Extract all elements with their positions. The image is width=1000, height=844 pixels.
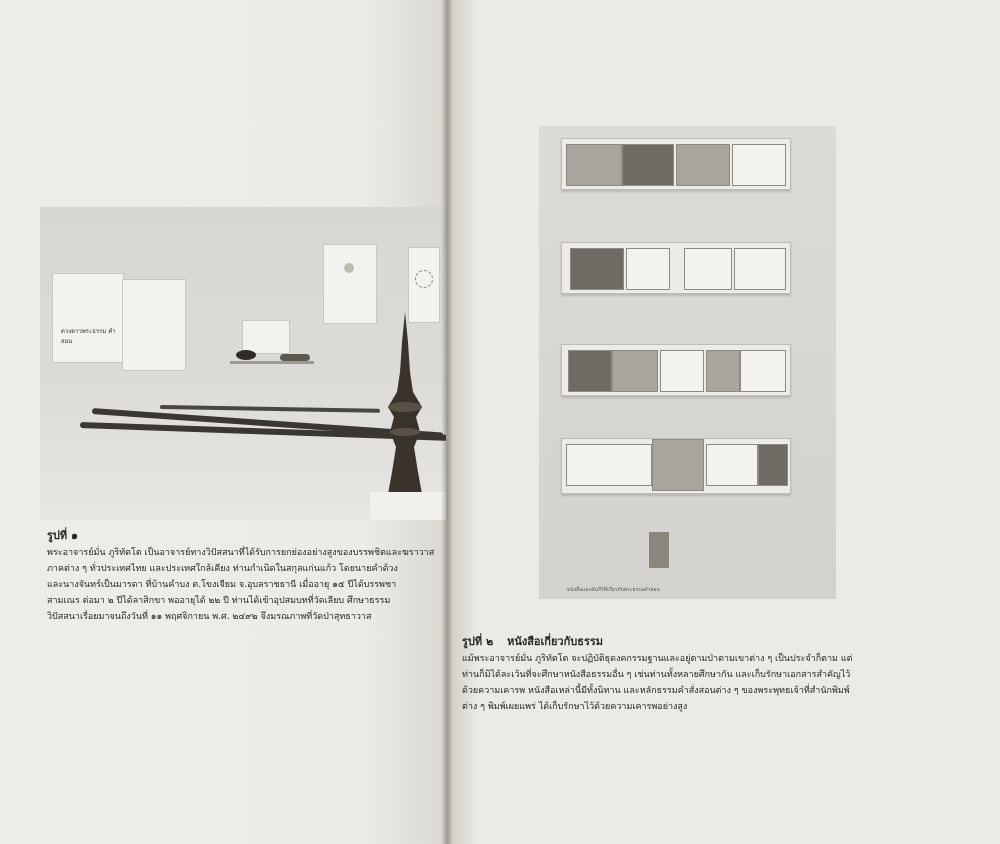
book [626, 248, 670, 290]
caption-line: วิปัสสนาเรื่อยมาจนถึงวันที่ ๑๑ พฤศจิกายน พ.ศ. ๒๔๙๒ จึงมรณภาพที่วัดป่าสุทธาวาส [47, 612, 372, 622]
right-page [446, 0, 1000, 844]
figure-1-photo [40, 207, 448, 520]
book [570, 248, 624, 290]
book [566, 144, 622, 186]
book [612, 350, 658, 392]
caption-line: ท่านก็มิได้ละเว้นที่จะศึกษาหนังสือธรรมอื่น ๆ เช่นท่านทั้งหลายศึกษากัน และเก็บรักษาเอกสารสำคัญไว้ [462, 670, 851, 680]
wall-document-left [52, 273, 124, 363]
book [660, 350, 704, 392]
display-tray-3 [561, 344, 791, 396]
ceremonial-urn [380, 312, 430, 502]
framed-picture-1 [323, 244, 377, 324]
wall-document-right [122, 279, 186, 371]
caption-line: ต่าง ๆ พิมพ์เผยแพร่ ได้เก็บรักษาไว้ด้วยความเคารพอย่างสูง [462, 702, 688, 712]
book [732, 144, 786, 186]
sword-3 [160, 405, 380, 413]
caption-line: แม้พระอาจารย์มั่น ภูริทัตโต จะปฏิบัติธุดงคกรรมฐานและอยู่ตามป่าตามเขาต่าง ๆ เป็นประจำก็ตาม แต่ [462, 654, 853, 664]
caption-line: และนางจันทร์เป็นมารดา ที่บ้านคำบง ต.โขงเจียม จ.อุบลราชธานี เมื่ออายุ ๑๕ ปีได้บรรพชา [47, 580, 397, 590]
bowl-object [236, 350, 256, 360]
book [758, 444, 788, 486]
book [684, 248, 732, 290]
book-gutter [441, 0, 453, 844]
book [622, 144, 674, 186]
display-tray-2 [561, 242, 791, 294]
wall-document-text: ดวงดาวพระธรรม คำสอน [61, 328, 116, 345]
figure-1-label: รูปที่ ๑ [47, 529, 78, 542]
small-stand [649, 532, 669, 568]
photo-footer-text: หนังสือและคัมภีร์ที่เกี่ยวกับพระธรรมคำสอน [567, 587, 660, 593]
book [676, 144, 730, 186]
pedestal [370, 492, 448, 520]
wall-shelf [230, 361, 314, 364]
book [566, 444, 652, 486]
book [734, 248, 786, 290]
figure-2-photo [539, 126, 836, 599]
caption-line: พระอาจารย์มั่น ภูริทัตโต เป็นอาจารย์ทางวิปัสสนาที่ได้รับการยกย่องอย่างสูงของบรรพชิตและฆราวาส [47, 548, 435, 558]
figure-2-number: รูปที่ ๒ [462, 635, 494, 648]
book [706, 350, 740, 392]
book [652, 439, 704, 491]
left-page [0, 0, 452, 844]
figure-2-title: หนังสือเกี่ยวกับธรรม [507, 635, 604, 648]
book [706, 444, 758, 486]
figure-2-label [462, 632, 603, 650]
display-tray-4 [561, 438, 791, 494]
small-object [280, 354, 310, 361]
caption-line: ภาคต่าง ๆ ทั่วประเทศไทย และประเทศใกล้เคียง ท่านกำเนิดในสกุลแก่นแก้ว โดยนายคำด้วง [47, 564, 398, 574]
book [568, 350, 612, 392]
caption-line: ด้วยความเคารพ หนังสือเหล่านี้มีทั้งนิทาน และหลักธรรมคำสั่งสอนต่าง ๆ ของพระพุทธเจ้าที่สำนักพิมพ์ [462, 686, 850, 696]
caption-line: สามเณร ต่อมา ๒ ปีได้ลาสิกขา พออายุได้ ๒๒ ปี ท่านได้เข้าอุปสมบทที่วัดเลียบ ศึกษาธรรม [47, 596, 391, 606]
figure-2-caption [462, 651, 982, 715]
display-tray-1 [561, 138, 791, 190]
book [740, 350, 786, 392]
figure-1-caption [47, 545, 447, 625]
small-card [242, 320, 290, 354]
